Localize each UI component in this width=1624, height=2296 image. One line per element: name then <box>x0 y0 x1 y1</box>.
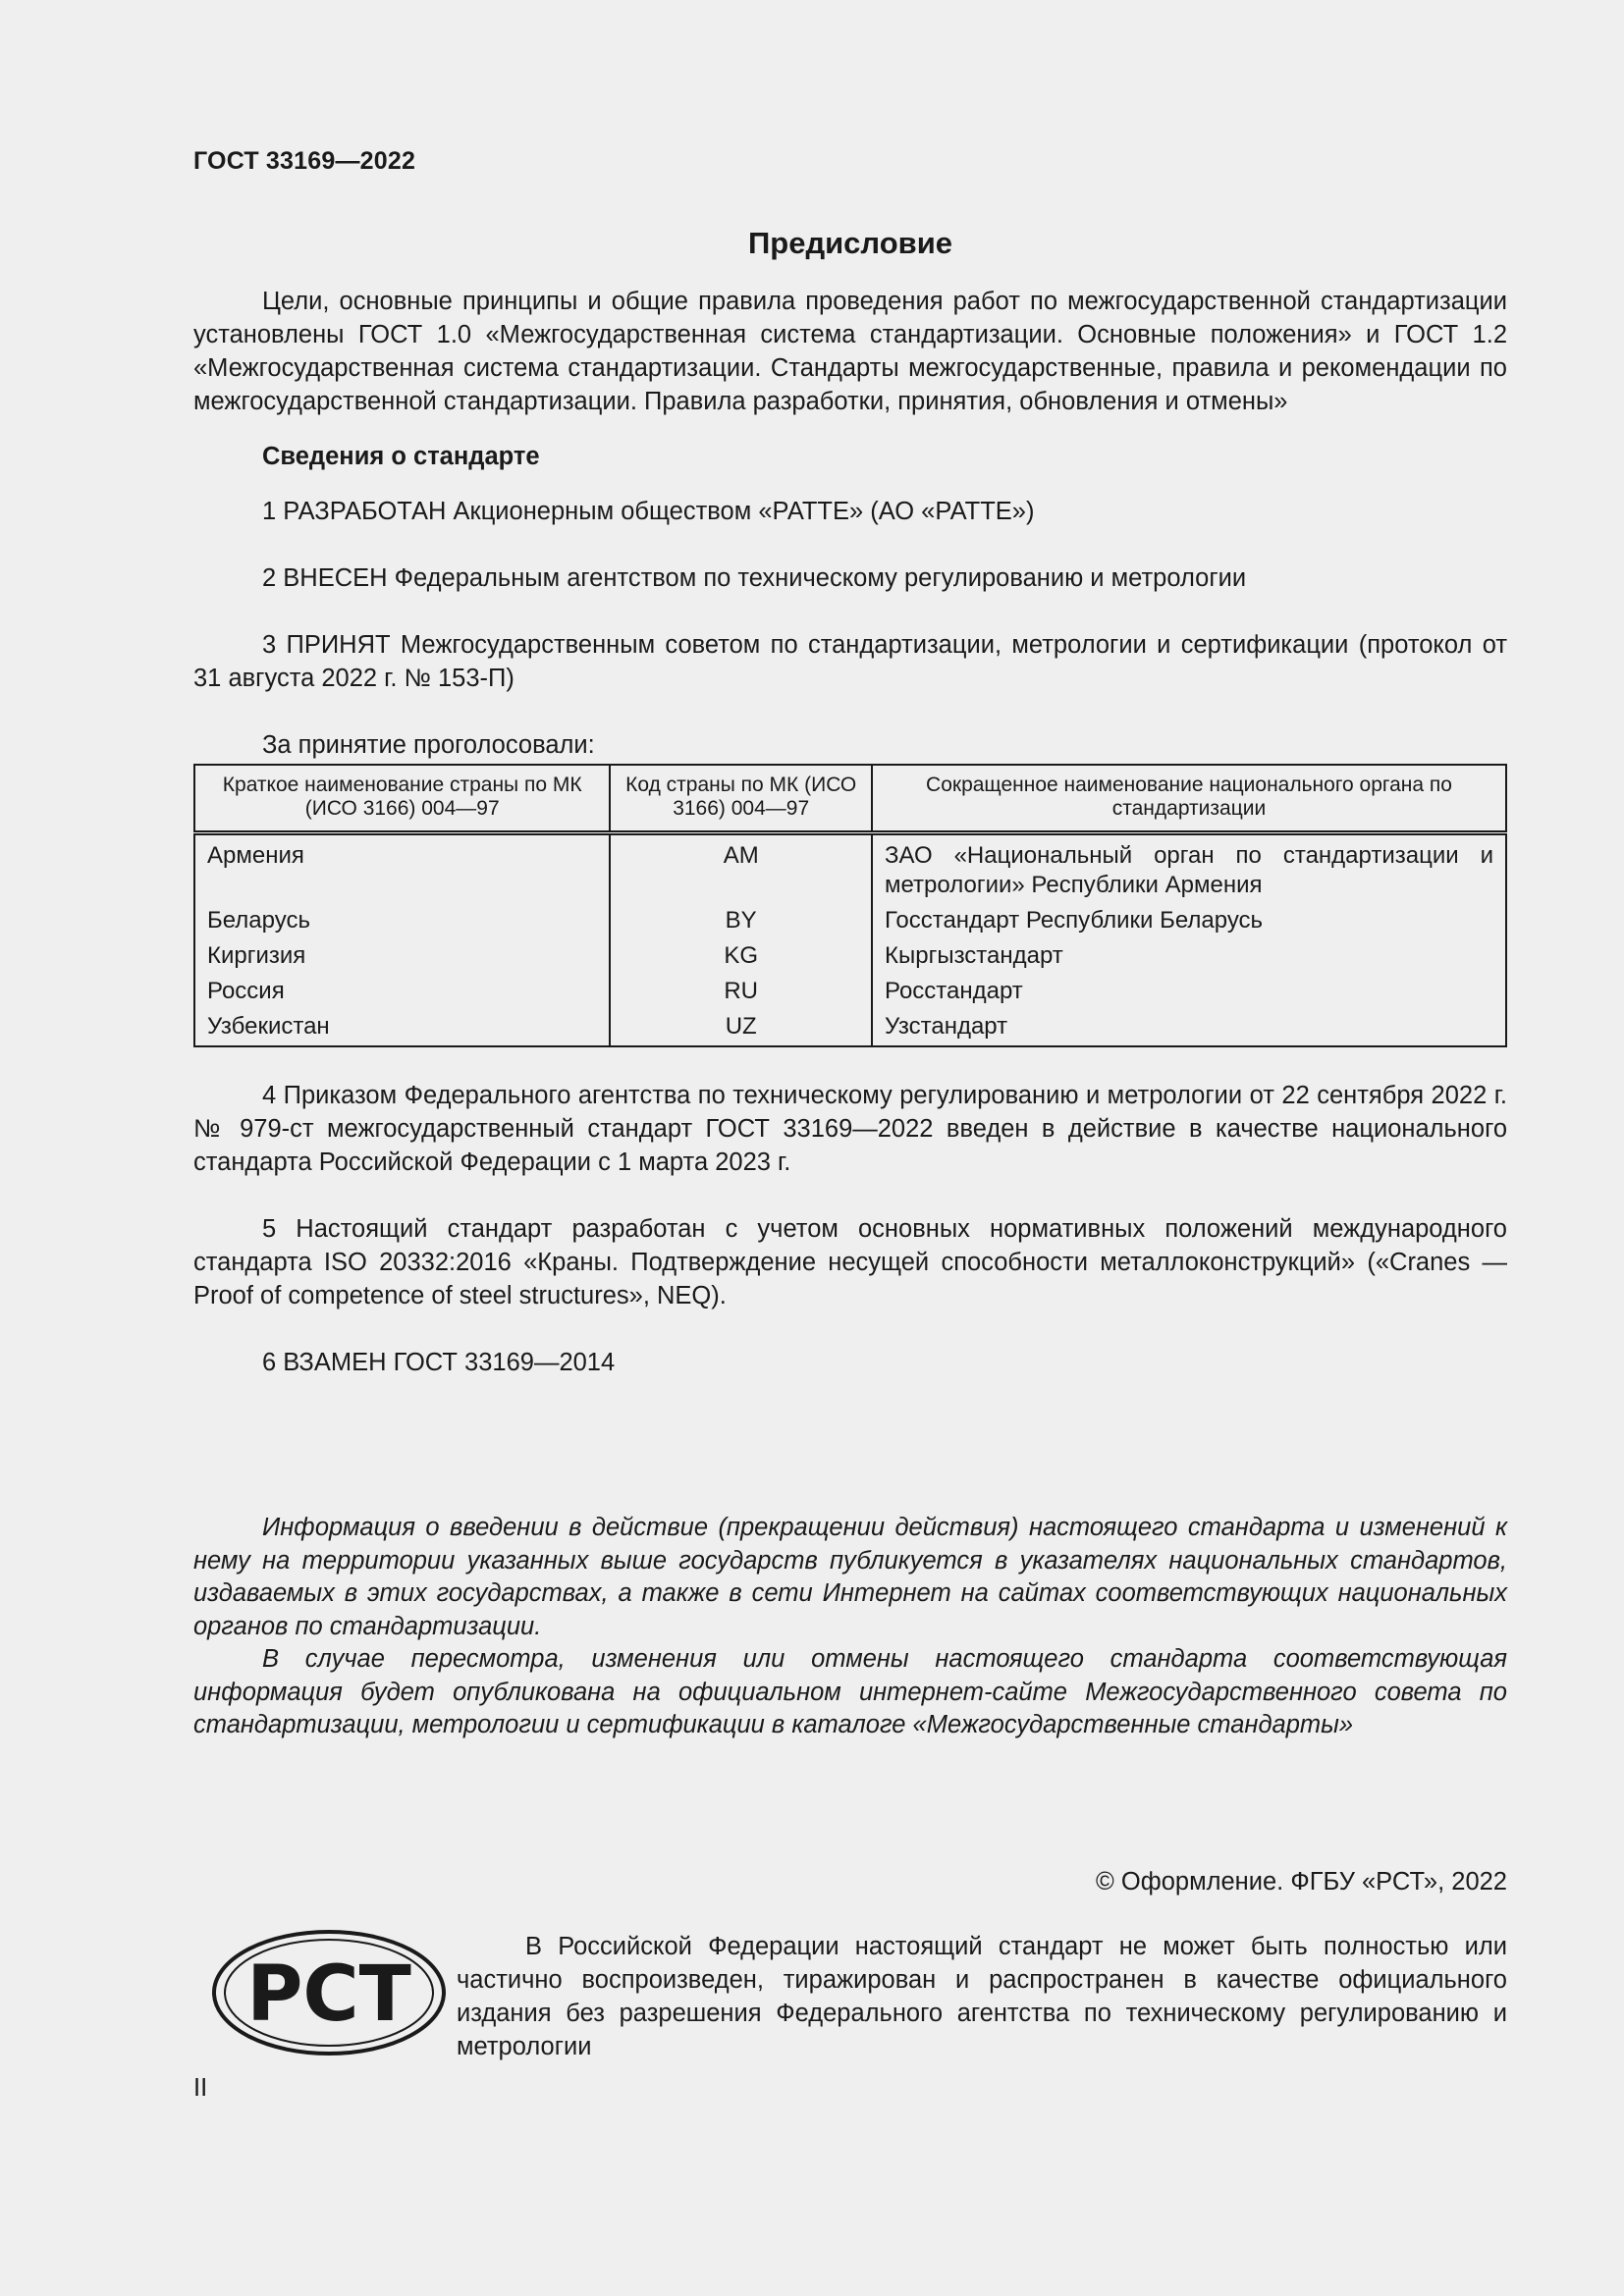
header-organ: Сокращенное наименование национального органа по стандартизации <box>872 765 1506 833</box>
item-introduced: 2 ВНЕСЕН Федеральным агентством по техническому регулированию и метрологии <box>262 564 1247 592</box>
vote-caption: За принятие проголосовали: <box>262 731 595 759</box>
table-row <box>194 903 1506 938</box>
cell-organ: Узстандарт <box>872 1009 1506 1046</box>
cell-organ: ЗАО «Национальный орган по стандартизации и метрологии» Республики Армения <box>872 833 1506 904</box>
note-introduction-info: Информация о введении в действие (прекращении действия) настоящего стандарта и изменений к нему на территории указанных выше государств публикуется в указателях национальных стандартов, издаваемых в этих государствах, а также в сети Интернет на сайтах соответствующих национальных органов по стандартизации. <box>193 1514 1507 1640</box>
intro-paragraph: Цели, основные принципы и общие правила проведения работ по межгосударственной стандартизации установлены ГОСТ 1.0 «Межгосударственная система стандартизации. Основные положения» и ГОСТ 1.2 «Межгосударственная система стандартизации. Стандарты межгосударственные, правила и рекомендации по межгосударственной стандартизации. Правила разработки, принятия, обновления и отмены» <box>193 288 1507 415</box>
note-revision-info: В случае пересмотра, изменения или отмены настоящего стандарта соответствующая информация будет опубликована на официальном интернет-сайте Межгосударственного совета по стандартизации, метрологии и сертификации в каталоге «Межгосударственные стандарты» <box>193 1645 1507 1738</box>
item-developed: 1 РАЗРАБОТАН Акционерным обществом «РАТТЕ» (АО «РАТТЕ») <box>262 498 1035 525</box>
header-country: Краткое наименование страны по МК (ИСО 3166) 004—97 <box>194 765 610 833</box>
cell-code: KG <box>610 938 872 974</box>
cell-country: Узбекистан <box>194 1009 610 1046</box>
copyright-line: © Оформление. ФГБУ «РСТ», 2022 <box>1096 1868 1507 1896</box>
publication-notes <box>193 1512 1507 1742</box>
cell-organ: Росстандарт <box>872 974 1506 1009</box>
logo-text: РСТ <box>246 1950 411 2039</box>
copyright-notice: В Российской Федерации настоящий стандарт не может быть полностью или частично воспроизведен, тиражирован и распространен в качестве официального издания без разрешения Федерального агентства по техническому регулированию и метрологии <box>457 1933 1507 2060</box>
cell-country: Россия <box>194 974 610 1009</box>
item-order: 4 Приказом Федерального агентства по техническому регулированию и метрологии от 22 сентября 2022 г. № 979-ст межгосударственный стандарт ГОСТ 33169—2022 введен в действие в качестве национального стандарта Российской Федерации с 1 марта 2023 г. <box>193 1082 1507 1176</box>
table-row <box>194 938 1506 974</box>
cell-organ: Кыргызстандарт <box>872 938 1506 974</box>
vote-table-header-row <box>194 765 1506 833</box>
info-heading: Сведения о стандарте <box>262 443 540 470</box>
table-row <box>194 833 1506 904</box>
page-title: Предисловие <box>747 226 952 260</box>
header-code: Код страны по МК (ИСО 3166) 004—97 <box>610 765 872 833</box>
cell-code: AM <box>610 833 872 904</box>
cell-code: BY <box>610 903 872 938</box>
item-adopted: 3 ПРИНЯТ Межгосударственным советом по стандартизации, метрологии и сертификации (протокол от 31 августа 2022 г. № 153-П) <box>193 631 1507 692</box>
foreword-content <box>193 285 1507 1379</box>
cell-organ: Госстандарт Республики Беларусь <box>872 903 1506 938</box>
item-based-on: 5 Настоящий стандарт разработан с учетом основных нормативных положений международного стандарта ISO 20332:2016 «Краны. Подтверждение несущей способности металлоконструкций» («Cranes — Proof of competence of steel structures», NEQ). <box>193 1215 1507 1309</box>
page-number: II <box>193 2074 208 2102</box>
item-replaces: 6 ВЗАМЕН ГОСТ 33169—2014 <box>262 1349 616 1376</box>
cell-country: Армения <box>194 833 610 904</box>
cell-country: Беларусь <box>194 903 610 938</box>
table-row <box>194 1009 1506 1046</box>
document-code: ГОСТ 33169—2022 <box>193 147 416 175</box>
rst-certification-mark-icon <box>209 1924 450 2061</box>
cell-country: Киргизия <box>194 938 610 974</box>
vote-table <box>193 764 1507 1047</box>
cell-code: RU <box>610 974 872 1009</box>
table-row <box>194 974 1506 1009</box>
cell-code: UZ <box>610 1009 872 1046</box>
